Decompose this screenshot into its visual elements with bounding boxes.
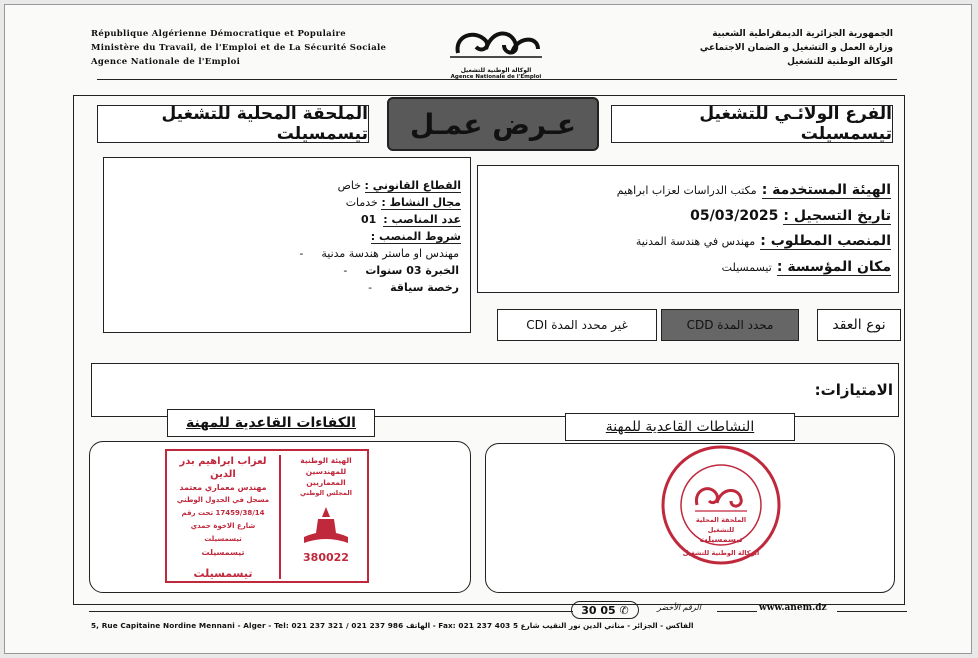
- sector-value: خاص: [337, 179, 362, 192]
- contract-cdi: غير محدد المدة CDI: [497, 309, 657, 341]
- header-french: [91, 27, 421, 69]
- benefits-label: الامتيازات:: [814, 381, 893, 399]
- green-number-label: الرقم الأخضر: [657, 603, 701, 612]
- registration-date-label: تاريخ التسجيل :: [783, 208, 891, 224]
- footer-line-mid: [717, 611, 757, 612]
- org-label: الهيئة المستخدمة :: [761, 182, 891, 198]
- sector-label: القطاع القانوني :: [364, 179, 461, 192]
- activities-title: النشاطات القاعدية للمهنة: [565, 413, 795, 441]
- stamp-number: 380022: [303, 551, 349, 564]
- contract-cdd-selected: محدد المدة CDD: [661, 309, 799, 341]
- position-label: المنصب المطلوب :: [760, 233, 891, 249]
- engineer-stamp: لعزاب ابراهيم بدر الدين مهندس معماري معتمد مسجل في الجدول الوطني 17459/38/14 تحت رقم شارع الاخوة حمدي تيسمسيلت تيسمسيلت تيسمسيلت الهيئة الوطنية للمهندسين المعماريين المجلس الوطني 380022: [165, 449, 369, 583]
- employer-content: [489, 177, 891, 280]
- footer-line-right: [837, 611, 907, 612]
- title-job-offer: عـرض عمـل: [387, 97, 599, 151]
- conditions-label: شروط المنصب :: [370, 230, 461, 243]
- anem-logo: [441, 23, 551, 83]
- header-arabic: [575, 27, 893, 69]
- header-fr-line-2: Ministère du Travail, de l'Emploi et de La Sécurité Sociale: [91, 43, 387, 53]
- logo-caption-ar: الوكالة الوطنية للتشغيل: [460, 67, 532, 74]
- footer-line-left: [89, 611, 573, 612]
- condition-item: مهندس او ماستر هندسة مدنية-: [299, 247, 459, 260]
- header-ar-line-3: الوكالة الوطنية للتشغيل: [787, 57, 893, 67]
- positions-count-label: عدد المناصب :: [383, 213, 461, 226]
- condition-item: رخصة سياقة-: [368, 281, 459, 294]
- place-value: تيسمسيلت: [721, 261, 772, 274]
- activity-value: خدمات: [345, 196, 378, 209]
- position-value: مهندس في هندسة المدنية: [635, 235, 756, 248]
- title-provincial-branch: الفرع الولائـي للتشغيل تيسمسيلت: [611, 105, 893, 143]
- header-ar-line-2: وزارة العمل و التشغيل و الضمان الاجتماعي: [699, 43, 893, 53]
- contract-type-label: نوع العقد: [817, 309, 901, 341]
- round-stamp-text: الوكالة الوطنية للتشغيل: [682, 549, 760, 557]
- skills-title: الكفاءات القاعدية للمهنة: [167, 409, 375, 437]
- org-value: مكتب الدراسات لعزاب ابراهيم: [616, 184, 757, 197]
- condition-item: الخبرة 03 سنوات-: [343, 264, 459, 277]
- activity-label: مجال النشاط :: [381, 196, 461, 209]
- anem-logo-icon: [446, 23, 546, 63]
- header-ar-line-1: الجمهورية الجزائرية الديمقراطية الشعبية: [712, 29, 893, 39]
- positions-count-value: 01: [360, 213, 377, 226]
- title-local-annex: الملحقة المحلية للتشغيل تيسمسيلت: [97, 105, 369, 143]
- header-divider: [97, 79, 897, 80]
- website-link[interactable]: www.anem.dz: [759, 603, 827, 613]
- logo-caption-fr: Agence Nationale de l'Emploi: [450, 74, 542, 80]
- agency-round-stamp: الملحقة المحلية للتشغيل تيسمسيلت الوكالة الوطنية للتشغيل: [659, 443, 783, 567]
- header-fr-line-1: République Algérienne Démocratique et Populaire: [91, 29, 346, 39]
- emblem-icon: [296, 503, 356, 547]
- document-page: [4, 4, 972, 654]
- green-number: 30 05 ✆: [571, 601, 639, 619]
- details-content: [115, 177, 461, 296]
- place-label: مكان المؤسسة :: [776, 259, 891, 275]
- header-fr-line-3: Agence Nationale de l'Emploi: [91, 57, 241, 67]
- footer-address: 5, Rue Capitaine Nordine Mennani - Alger - Tel: 021 237 321 / 021 237 986 الهاتف - Fax: 021 237 403 الفاكس - الجزائر - مناني الدين نور النقيب شارع 5: [91, 621, 694, 630]
- phone-icon: ✆: [619, 603, 629, 617]
- registration-date-value: 05/03/2025: [690, 208, 779, 224]
